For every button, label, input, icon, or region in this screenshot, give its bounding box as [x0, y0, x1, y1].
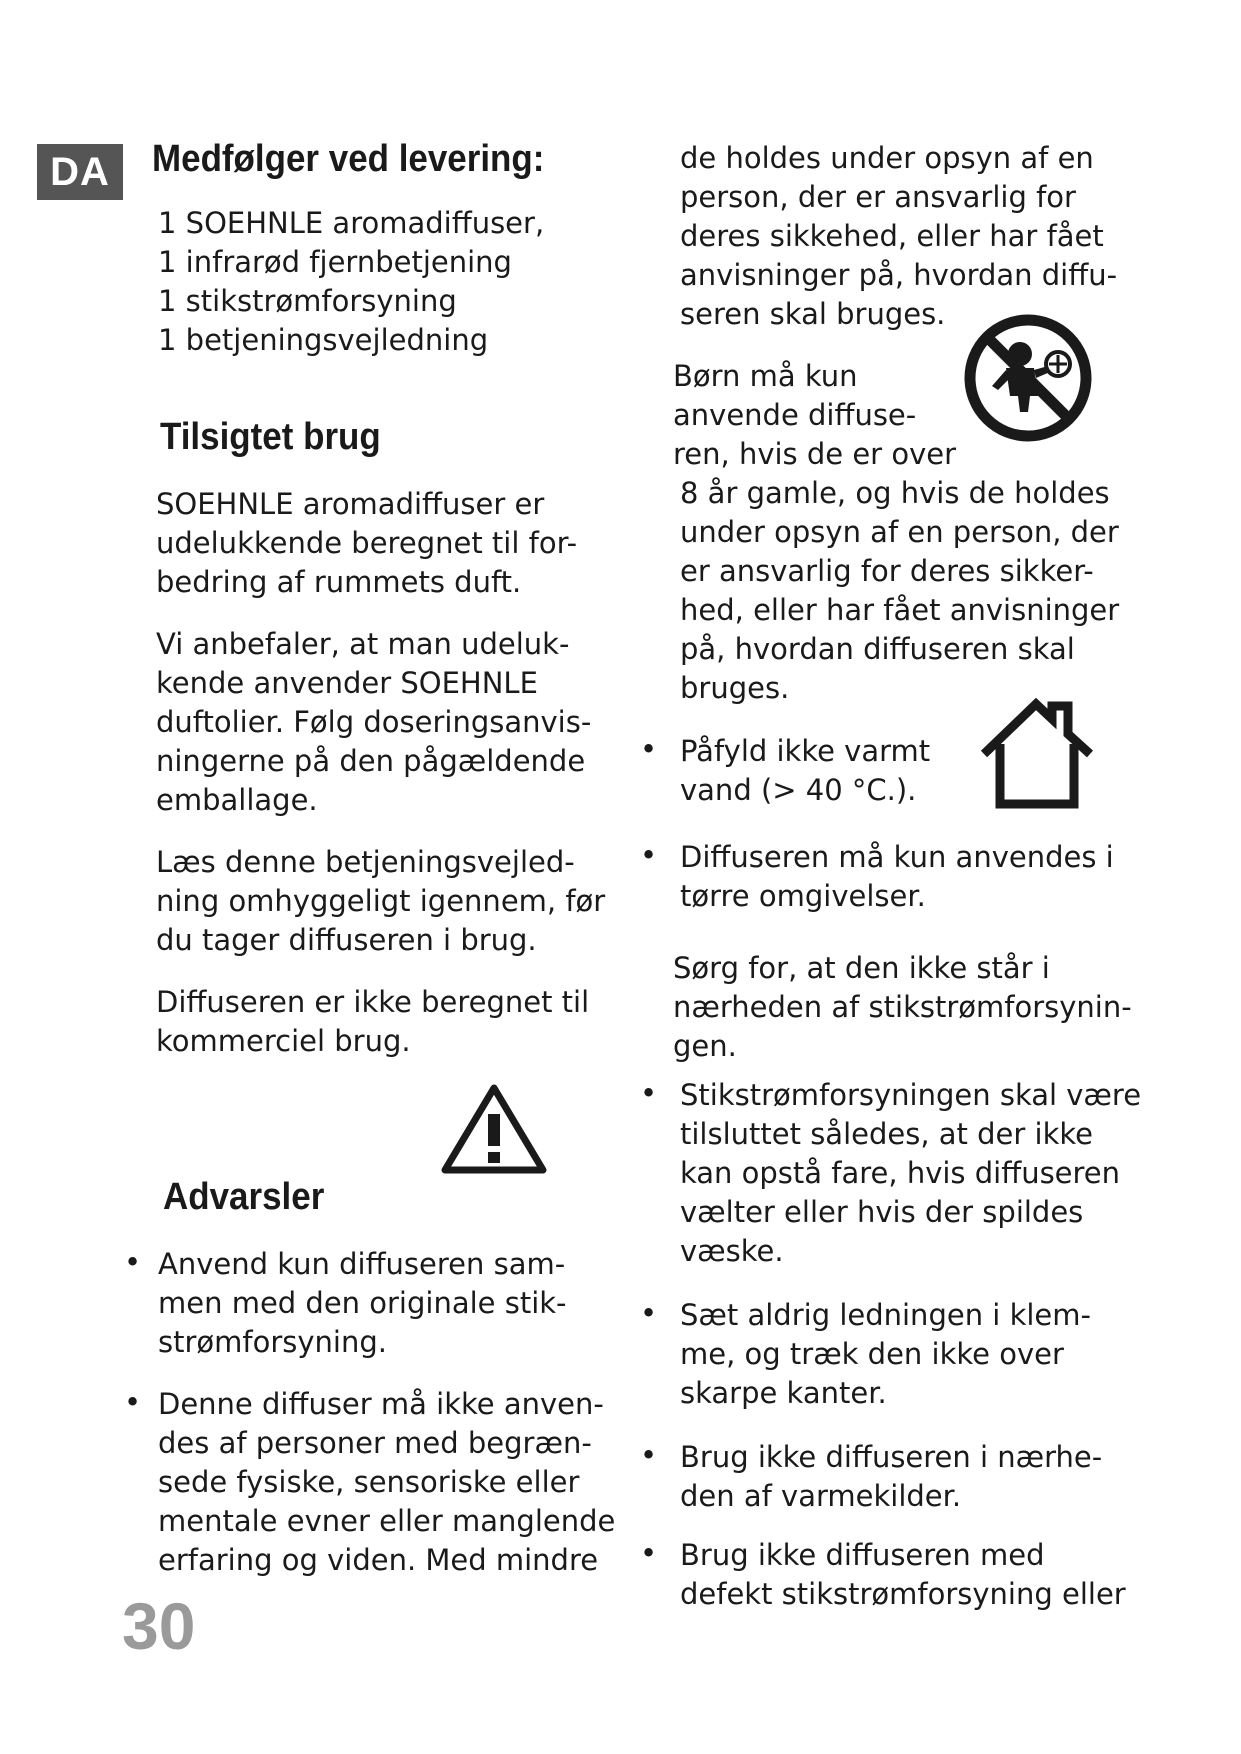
bullet-dot: • — [640, 1296, 658, 1330]
page-number: 30 — [122, 1589, 196, 1663]
distance-paragraph: Sørg for, at den ikke står i nærheden af stikstrømforsynin- gen. — [673, 951, 1132, 1063]
delivery-item: 1 infrarød fjernbetjening — [158, 245, 512, 279]
intended-use-paragraph: SOEHNLE aromadiffuser er udelukkende beregnet til for- bedring af rummets duft. — [156, 487, 578, 599]
warning-bullet-text: Sæt aldrig ledningen i klem- me, og træk den ikke over skarpe kanter. — [680, 1298, 1091, 1410]
warning-triangle-icon — [439, 1082, 549, 1177]
warning-bullet-text: Brug ikke diffuseren i nærhe- den af varmekilder. — [680, 1440, 1103, 1513]
warning-bullet-text: Anvend kun diffuseren sam- men med den originale stik- strømforsyning. — [158, 1247, 567, 1359]
delivery-item: 1 betjeningsvejledning — [158, 323, 489, 357]
children-paragraph-short: Børn må kun anvende diffuse- ren, hvis de er over — [673, 359, 956, 471]
recommendation-paragraph: Vi anbefaler, at man udeluk- kende anvender SOEHNLE duftolier. Følg doseringsanvis- ningerne på den pågældende emballage. — [156, 627, 592, 817]
delivery-item: 1 stikstrømforsyning — [158, 284, 457, 318]
read-manual-paragraph: Læs denne betjeningsvejled- ning omhyggeligt igennem, før du tager diffuseren i brug. — [156, 845, 606, 957]
continuation-paragraph: de holdes under opsyn af en person, der er ansvarlig for deres sikkehed, eller har fået anvisninger på, hvordan diffu- seren skal bruges. — [680, 141, 1118, 331]
delivery-item: 1 SOEHNLE aromadiffuser, — [158, 206, 545, 240]
warning-bullet-text: Stikstrømforsyningen skal være tilsluttet således, at der ikke kan opstå fare, hvis diffuseren vælter eller hvis der spildes væske. — [680, 1078, 1142, 1268]
warnings-heading: Advarsler — [163, 1176, 325, 1218]
delivery-list — [158, 204, 544, 360]
hot-water-bullet-text: Påfyld ikke varmt vand (> 40 °C.). — [680, 734, 931, 807]
bullet-dot: • — [640, 1438, 658, 1472]
warning-bullet-text: Denne diffuser må ikke anven- des af personer med begræn- sede fysiske, sensoriske eller mentale evner eller manglende erfaring og viden. Med mindre — [158, 1387, 616, 1577]
intended-use-heading: Tilsigtet brug — [160, 416, 381, 458]
language-badge: DA — [37, 144, 123, 200]
bullet-dot: • — [124, 1245, 142, 1279]
bullet-dot: • — [640, 1076, 658, 1110]
dry-environment-bullet-text: Diffuseren må kun anvendes i tørre omgivelser. — [680, 840, 1114, 913]
bullet-dot: • — [124, 1385, 142, 1419]
warning-bullet-text: Brug ikke diffuseren med defekt stikstrømforsyning eller — [680, 1538, 1126, 1611]
bullet-dot: • — [640, 732, 658, 766]
delivery-heading: Medfølger ved levering: — [152, 138, 545, 180]
children-paragraph-long: 8 år gamle, og hvis de holdes under opsyn af en person, der er ansvarlig for deres sikker- hed, eller har fået anvisninger på, hvordan diffuseren skal bruges. — [680, 476, 1120, 705]
commercial-paragraph: Diffuseren er ikke beregnet til kommerciel brug. — [156, 985, 590, 1058]
bullet-dot: • — [640, 838, 658, 872]
bullet-dot: • — [640, 1536, 658, 1570]
no-children-icon — [962, 312, 1094, 444]
indoor-house-icon — [976, 694, 1098, 812]
